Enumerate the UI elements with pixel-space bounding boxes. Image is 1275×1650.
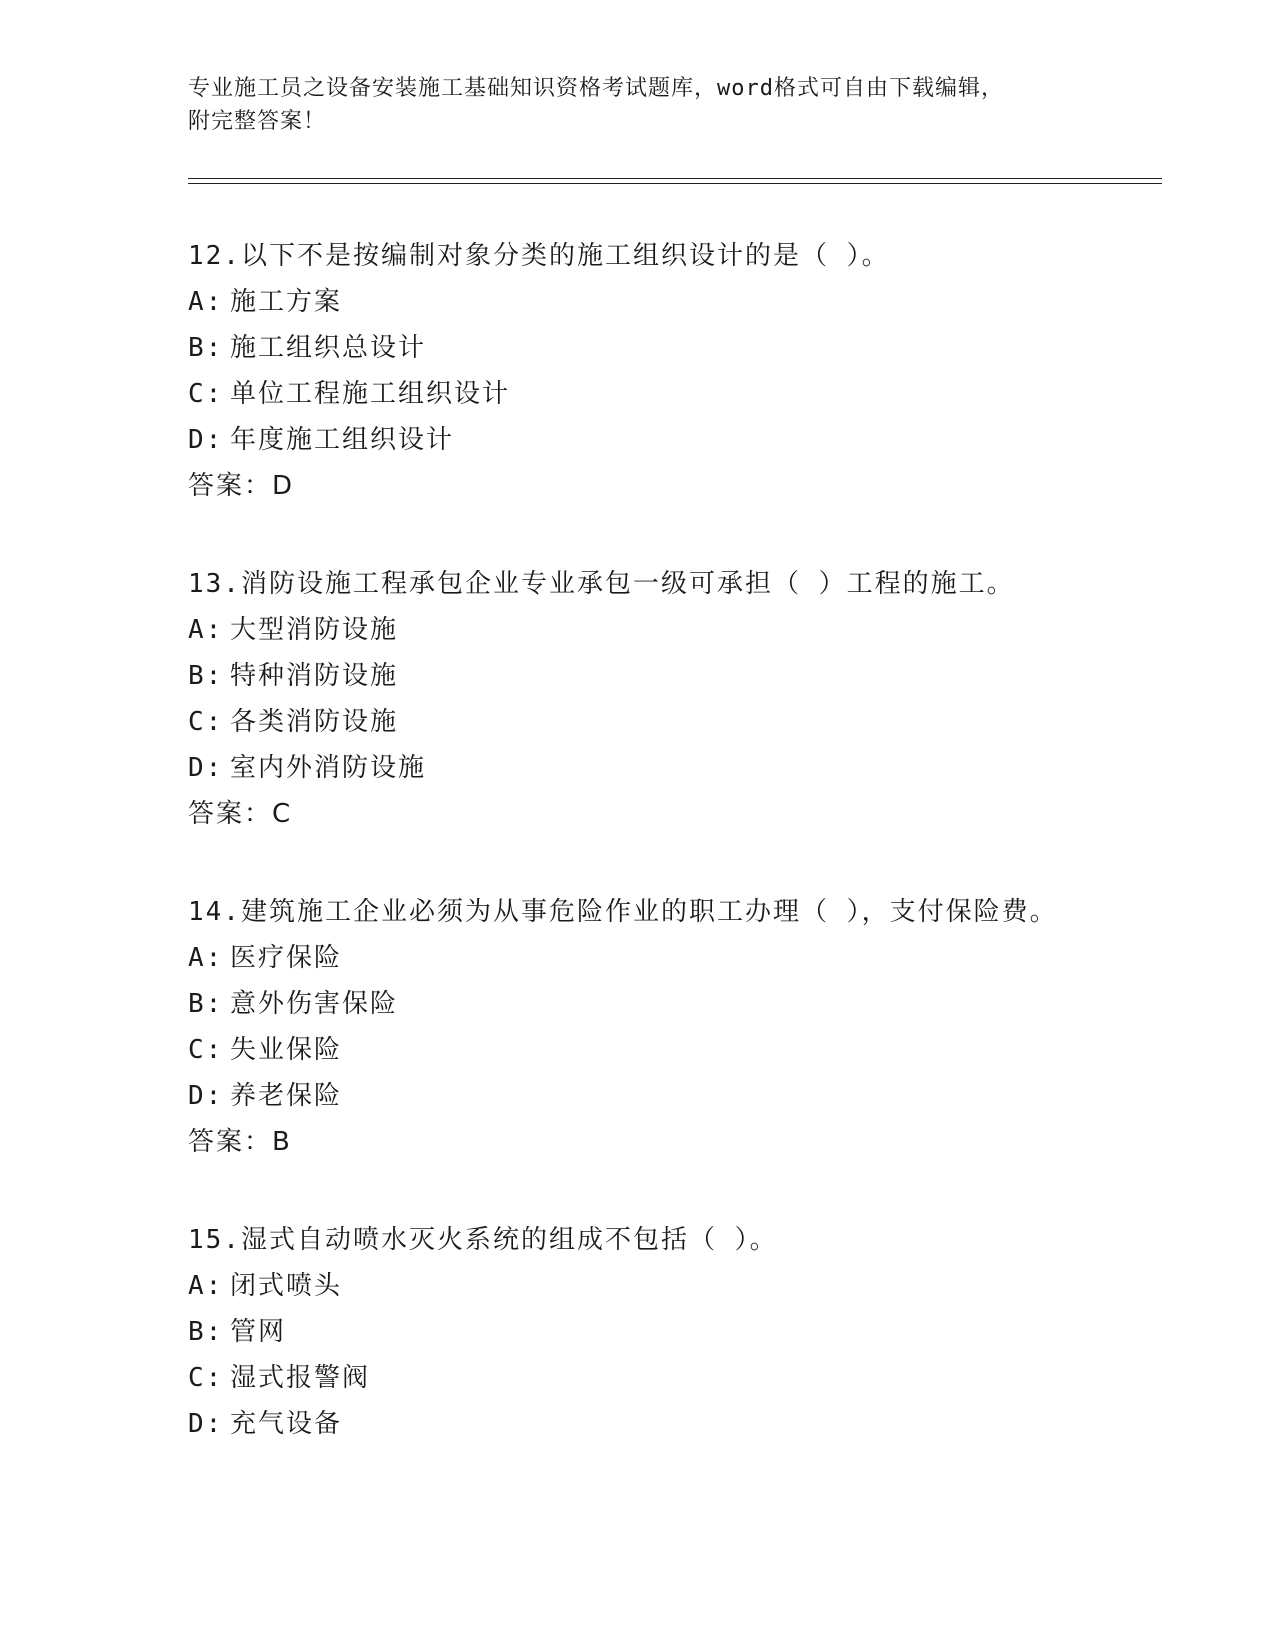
option-label: B: — [188, 989, 224, 1019]
option-label: C: — [188, 1035, 224, 1065]
option-label: D: — [188, 425, 224, 455]
option-b — [188, 984, 1088, 1024]
question-text: 14.建筑施工企业必须为从事危险作业的职工办理（ ），支付保险费。 — [188, 897, 1058, 927]
question-text: 13.消防设施工程承包企业专业承包一级可承担（ ）工程的施工。 — [188, 569, 1015, 599]
header-divider-bottom — [188, 183, 1162, 184]
option-a — [188, 1266, 1088, 1306]
header-line-1: 专业施工员之设备安装施工基础知识资格考试题库，word格式可自由下载编辑， — [188, 76, 1004, 101]
answer-line: 答案：B — [188, 1127, 292, 1157]
option-label: A: — [188, 943, 224, 973]
option-d — [188, 1404, 1088, 1444]
question-15 — [188, 1220, 1088, 1444]
header-line-2: 附完整答案！ — [188, 109, 327, 134]
option-a — [188, 938, 1088, 978]
option-text: 医疗保险 — [230, 943, 343, 973]
option-c — [188, 702, 1088, 742]
question-text: 15.湿式自动喷水灭火系统的组成不包括（ ）。 — [188, 1225, 778, 1255]
option-a — [188, 610, 1088, 650]
option-label: B: — [188, 333, 224, 363]
option-d — [188, 420, 1088, 460]
option-text: 室内外消防设施 — [230, 753, 427, 783]
option-text: 湿式报警阀 — [230, 1363, 371, 1393]
option-c — [188, 374, 1088, 414]
option-b — [188, 1312, 1088, 1352]
option-a — [188, 282, 1088, 322]
option-c — [188, 1358, 1088, 1398]
question-text: 12.以下不是按编制对象分类的施工组织设计的是（ ）。 — [188, 241, 890, 271]
option-text: 养老保险 — [230, 1081, 343, 1111]
option-text: 失业保险 — [230, 1035, 343, 1065]
option-label: B: — [188, 1317, 224, 1347]
option-label: C: — [188, 707, 224, 737]
option-label: A: — [188, 615, 224, 645]
option-b — [188, 656, 1088, 696]
option-text: 闭式喷头 — [230, 1271, 343, 1301]
option-text: 大型消防设施 — [230, 615, 399, 645]
option-label: D: — [188, 753, 224, 783]
option-label: D: — [188, 1081, 224, 1111]
answer-line: 答案：C — [188, 799, 293, 829]
option-text: 年度施工组织设计 — [230, 425, 455, 455]
option-label: B: — [188, 661, 224, 691]
option-text: 意外伤害保险 — [230, 989, 399, 1019]
question-list — [188, 236, 1088, 1502]
option-text: 管网 — [230, 1317, 287, 1347]
document-header — [188, 72, 1088, 138]
question-14 — [188, 892, 1088, 1162]
option-label: A: — [188, 287, 224, 317]
option-d — [188, 1076, 1088, 1116]
option-label: C: — [188, 379, 224, 409]
option-text: 施工组织总设计 — [230, 333, 427, 363]
header-divider-top — [188, 178, 1162, 179]
option-label: A: — [188, 1271, 224, 1301]
option-label: D: — [188, 1409, 224, 1439]
option-d — [188, 748, 1088, 788]
option-text: 单位工程施工组织设计 — [230, 379, 511, 409]
option-text: 施工方案 — [230, 287, 343, 317]
answer-line: 答案：D — [188, 471, 295, 501]
option-text: 充气设备 — [230, 1409, 343, 1439]
question-12 — [188, 236, 1088, 506]
option-text: 特种消防设施 — [230, 661, 399, 691]
question-13 — [188, 564, 1088, 834]
option-label: C: — [188, 1363, 224, 1393]
option-b — [188, 328, 1088, 368]
option-c — [188, 1030, 1088, 1070]
option-text: 各类消防设施 — [230, 707, 399, 737]
